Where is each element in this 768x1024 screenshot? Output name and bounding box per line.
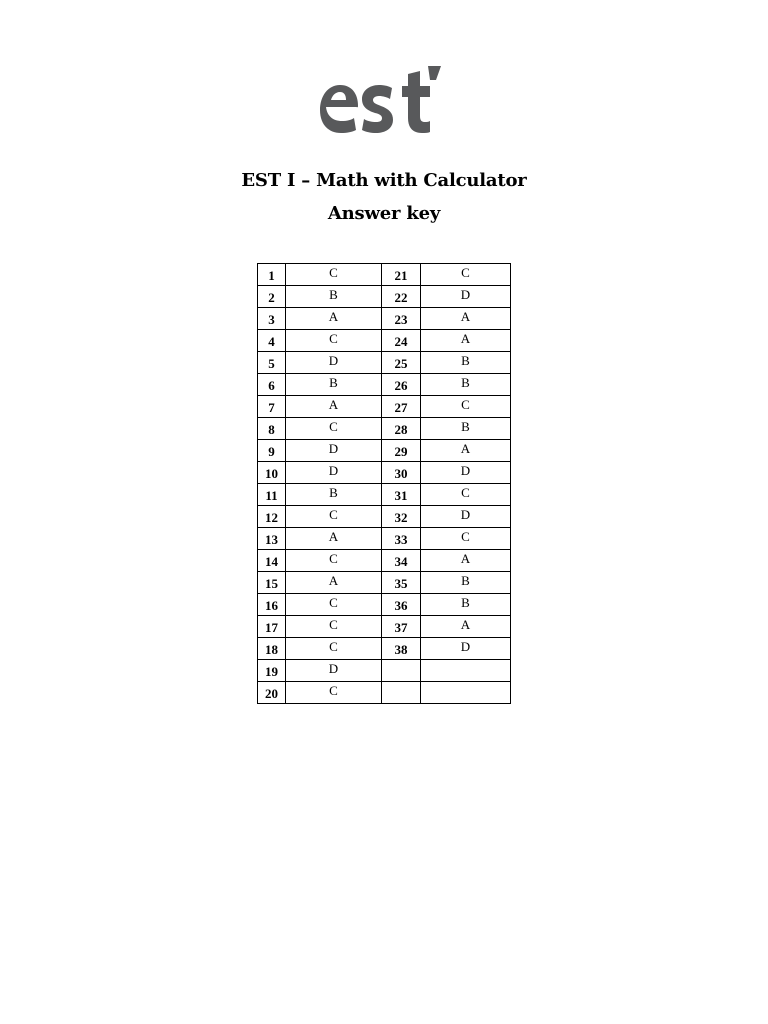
answer-cell: A xyxy=(421,550,511,572)
answer-cell: B xyxy=(286,286,382,308)
table-row xyxy=(258,462,511,484)
question-number: 10 xyxy=(258,462,286,484)
question-number: 7 xyxy=(258,396,286,418)
answer-cell: D xyxy=(421,462,511,484)
answer-cell: A xyxy=(286,308,382,330)
answer-cell xyxy=(421,682,511,704)
question-number: 4 xyxy=(258,330,286,352)
question-number: 26 xyxy=(382,374,421,396)
question-number: 3 xyxy=(258,308,286,330)
table-row xyxy=(258,616,511,638)
table-row xyxy=(258,528,511,550)
answer-cell: A xyxy=(286,572,382,594)
answer-cell: C xyxy=(421,484,511,506)
table-row xyxy=(258,286,511,308)
answer-cell: C xyxy=(286,616,382,638)
question-number: 37 xyxy=(382,616,421,638)
question-number: 21 xyxy=(382,264,421,286)
question-number: 8 xyxy=(258,418,286,440)
table-row xyxy=(258,330,511,352)
answer-cell: A xyxy=(286,396,382,418)
question-number: 12 xyxy=(258,506,286,528)
answer-cell: C xyxy=(286,550,382,572)
table-row xyxy=(258,352,511,374)
question-number: 23 xyxy=(382,308,421,330)
answer-cell: A xyxy=(421,440,511,462)
answer-cell: D xyxy=(286,352,382,374)
table-row xyxy=(258,638,511,660)
question-number: 32 xyxy=(382,506,421,528)
question-number: 35 xyxy=(382,572,421,594)
answer-cell: D xyxy=(286,660,382,682)
answer-cell: C xyxy=(286,506,382,528)
question-number: 1 xyxy=(258,264,286,286)
question-number: 17 xyxy=(258,616,286,638)
answer-cell: A xyxy=(286,528,382,550)
answer-cell: D xyxy=(421,638,511,660)
answer-cell: C xyxy=(421,528,511,550)
answer-cell: C xyxy=(421,264,511,286)
est-logo xyxy=(320,64,444,138)
answer-cell: A xyxy=(421,330,511,352)
table-row xyxy=(258,682,511,704)
answer-cell: D xyxy=(421,506,511,528)
question-number: 36 xyxy=(382,594,421,616)
question-number: 13 xyxy=(258,528,286,550)
question-number: 34 xyxy=(382,550,421,572)
table-row xyxy=(258,506,511,528)
question-number: 27 xyxy=(382,396,421,418)
question-number: 30 xyxy=(382,462,421,484)
answer-cell: B xyxy=(286,374,382,396)
answer-cell: B xyxy=(421,418,511,440)
page-title: EST I – Math with Calculator xyxy=(241,170,527,191)
table-row xyxy=(258,660,511,682)
answer-cell: C xyxy=(286,418,382,440)
answer-cell: D xyxy=(286,462,382,484)
table-row xyxy=(258,374,511,396)
question-number: 15 xyxy=(258,572,286,594)
question-number: 9 xyxy=(258,440,286,462)
answer-cell: B xyxy=(421,594,511,616)
question-number: 22 xyxy=(382,286,421,308)
answer-cell: D xyxy=(286,440,382,462)
table-row xyxy=(258,308,511,330)
table-row xyxy=(258,396,511,418)
question-number: 14 xyxy=(258,550,286,572)
question-number: 2 xyxy=(258,286,286,308)
table-row xyxy=(258,594,511,616)
question-number: 24 xyxy=(382,330,421,352)
question-number: 18 xyxy=(258,638,286,660)
answer-cell: A xyxy=(421,308,511,330)
question-number xyxy=(382,682,421,704)
table-row xyxy=(258,440,511,462)
table-row xyxy=(258,550,511,572)
answer-cell: A xyxy=(421,616,511,638)
question-number: 6 xyxy=(258,374,286,396)
answer-cell: B xyxy=(286,484,382,506)
answer-cell: C xyxy=(286,638,382,660)
question-number: 16 xyxy=(258,594,286,616)
answer-cell: C xyxy=(286,594,382,616)
question-number: 28 xyxy=(382,418,421,440)
question-number: 25 xyxy=(382,352,421,374)
table-row xyxy=(258,418,511,440)
page-subtitle: Answer key xyxy=(327,203,441,224)
answer-cell: C xyxy=(286,264,382,286)
answer-cell: C xyxy=(286,330,382,352)
question-number: 19 xyxy=(258,660,286,682)
answer-cell: B xyxy=(421,572,511,594)
answer-cell: B xyxy=(421,374,511,396)
question-number: 11 xyxy=(258,484,286,506)
answer-cell: C xyxy=(286,682,382,704)
table-row xyxy=(258,264,511,286)
table-row xyxy=(258,572,511,594)
question-number: 20 xyxy=(258,682,286,704)
answer-cell: B xyxy=(421,352,511,374)
question-number: 31 xyxy=(382,484,421,506)
question-number: 33 xyxy=(382,528,421,550)
question-number: 29 xyxy=(382,440,421,462)
question-number: 38 xyxy=(382,638,421,660)
answer-cell: D xyxy=(421,286,511,308)
answer-key-table xyxy=(257,263,511,704)
answer-cell xyxy=(421,660,511,682)
answer-cell: C xyxy=(421,396,511,418)
question-number: 5 xyxy=(258,352,286,374)
table-row xyxy=(258,484,511,506)
question-number xyxy=(382,660,421,682)
